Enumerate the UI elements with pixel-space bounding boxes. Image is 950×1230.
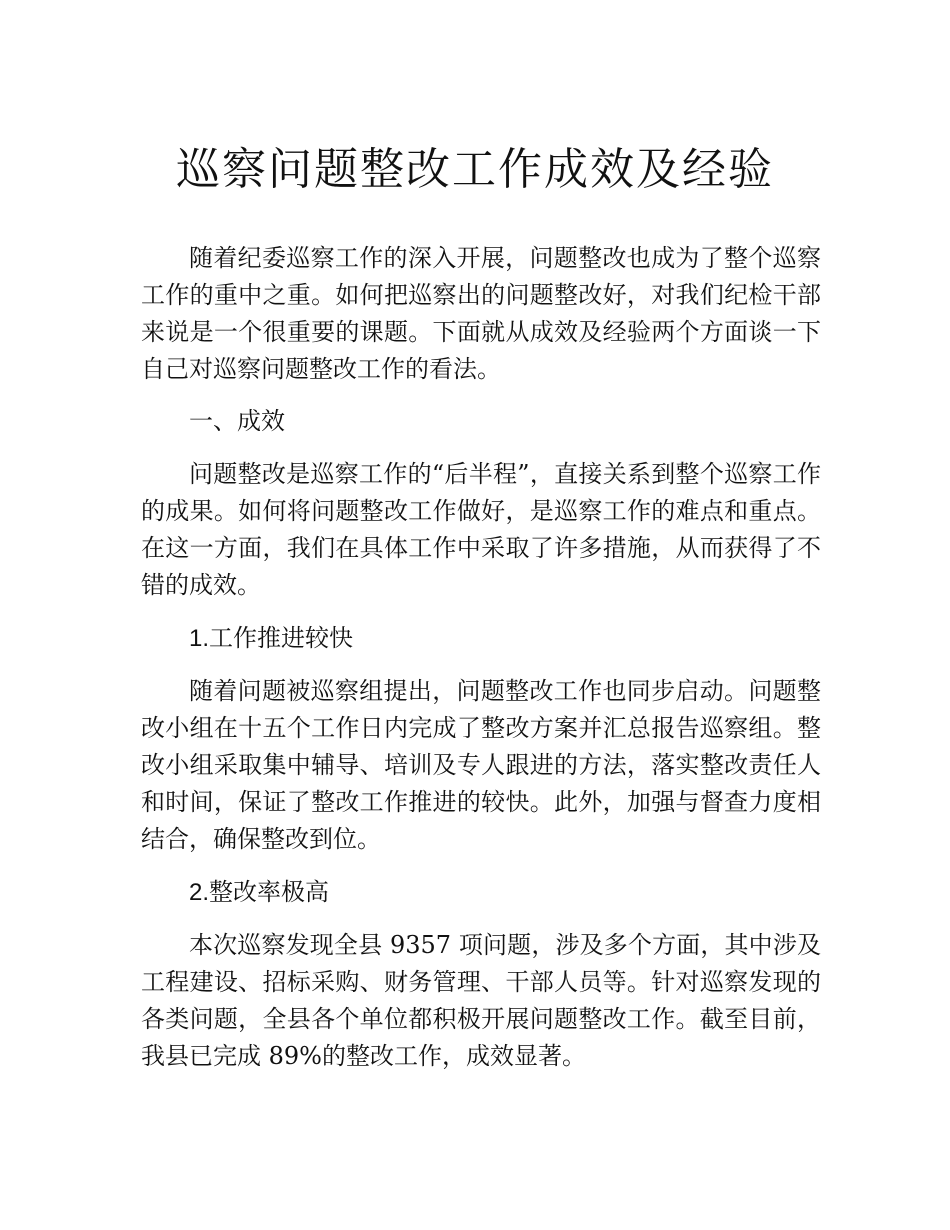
- results-paragraph: 问题整改是巡察工作的“后半程”，直接关系到整个巡察工作的成果。如何将问题整改工作做好，是巡察工作的难点和重点。在这一方面，我们在具体工作中采取了许多措施，从而获得了不错的成效。: [141, 460, 821, 599]
- subheading-rectification-rate: [141, 874, 821, 911]
- document-title: 巡察问题整改工作成效及经验: [176, 144, 774, 195]
- subheading-text: 整改率极高: [209, 878, 330, 906]
- subheading-number: 1.: [189, 625, 210, 652]
- section-heading-results: 一、成效: [189, 407, 285, 435]
- rectification-rate-paragraph: 本次巡察发现全县 9357 项问题，涉及多个方面，其中涉及工程建设、招标采购、财务管理、干部人员等。针对巡察发现的各类问题，全县各个单位都积极开展问题整改工作。截至目前，我县已完成 89%的整改工作，成效显著。: [141, 931, 821, 1070]
- subheading-text: 工作推进较快: [209, 624, 354, 652]
- progress-paragraph: 随着问题被巡察组提出，问题整改工作也同步启动。问题整改小组在十五个工作日内完成了整改方案并汇总报告巡察组。整改小组采取集中辅导、培训及专人跟进的方法，落实整改责任人和时间，保证了整改工作推进的较快。此外，加强与督查力度相结合，确保整改到位。: [141, 677, 821, 853]
- intro-paragraph: 随着纪委巡察工作的深入开展，问题整改也成为了整个巡察工作的重中之重。如何把巡察出的问题整改好，对我们纪检干部来说是一个很重要的课题。下面就从成效及经验两个方面谈一下自己对巡察问题整改工作的看法。: [141, 244, 821, 383]
- subheading-number: 2.: [189, 879, 210, 906]
- subheading-progress: [141, 620, 821, 657]
